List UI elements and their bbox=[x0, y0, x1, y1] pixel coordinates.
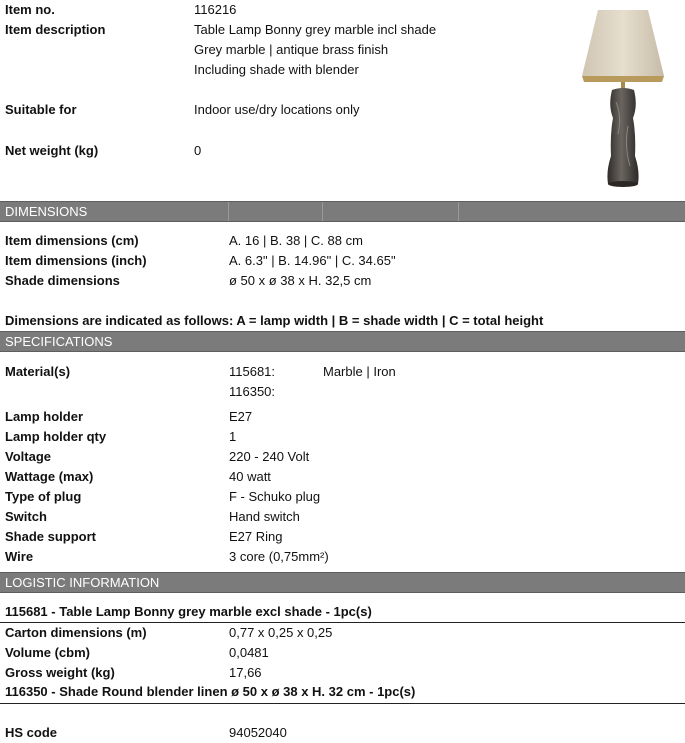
spec-row bbox=[0, 447, 685, 467]
item-description-line-1: Table Lamp Bonny grey marble incl shade bbox=[194, 22, 437, 37]
logistic-part1-row bbox=[0, 602, 685, 622]
dimension-value: A. 6.3" | B. 14.96" | C. 34.65" bbox=[229, 253, 396, 268]
spec-label: Lamp holder bbox=[5, 409, 84, 424]
dimensions-header-text: DIMENSIONS bbox=[5, 204, 88, 219]
spec-label: Wattage (max) bbox=[5, 469, 94, 484]
logistic-header-text: LOGISTIC INFORMATION bbox=[5, 575, 160, 590]
spec-row bbox=[0, 507, 685, 527]
logistic-label: Volume (cbm) bbox=[5, 645, 90, 660]
hs-code-row bbox=[0, 723, 685, 743]
divider bbox=[0, 703, 685, 704]
suitable-for-label: Suitable for bbox=[5, 102, 77, 117]
spec-row bbox=[0, 407, 685, 427]
spec-label: Wire bbox=[5, 549, 34, 564]
logistic-label: Gross weight (kg) bbox=[5, 665, 115, 680]
dimension-label: Item dimensions (inch) bbox=[5, 253, 147, 268]
hs-code-label: HS code bbox=[5, 725, 58, 740]
logistic-row bbox=[0, 623, 685, 643]
spec-row bbox=[0, 527, 685, 547]
item-description-line-3: Including shade with blender bbox=[194, 62, 359, 77]
spec-value: 3 core (0,75mm²) bbox=[229, 549, 329, 564]
spec-value: F - Schuko plug bbox=[229, 489, 321, 504]
material-value: Marble | Iron bbox=[323, 364, 396, 379]
material-code: 115681: bbox=[229, 364, 276, 379]
item-no-label: Item no. bbox=[5, 2, 55, 17]
dimensions-note-row bbox=[0, 311, 685, 331]
dimension-row bbox=[0, 231, 685, 251]
logistic-part1-title: 115681 - Table Lamp Bonny grey marble excl shade - 1pc(s) bbox=[5, 604, 372, 619]
spec-value: E27 Ring bbox=[229, 529, 283, 544]
spec-label: Voltage bbox=[5, 449, 51, 464]
spec-value: E27 bbox=[229, 409, 253, 424]
material-code: 116350: bbox=[229, 384, 276, 399]
spec-value: 40 watt bbox=[229, 469, 271, 484]
dimension-value: A. 16 | B. 38 | C. 88 cm bbox=[229, 233, 363, 248]
dimension-label: Item dimensions (cm) bbox=[5, 233, 139, 248]
logistic-value: 0,0481 bbox=[229, 645, 269, 660]
logistic-label: Carton dimensions (m) bbox=[5, 625, 147, 640]
logistic-row bbox=[0, 663, 685, 683]
item-no-value: 116216 bbox=[194, 2, 237, 17]
spec-value: 1 bbox=[229, 429, 237, 444]
spec-label: Lamp holder qty bbox=[5, 429, 107, 444]
spec-label: Type of plug bbox=[5, 489, 82, 504]
specifications-section-header bbox=[0, 331, 685, 352]
logistic-value: 0,77 x 0,25 x 0,25 bbox=[229, 625, 333, 640]
spec-row bbox=[0, 427, 685, 447]
logistic-section-header bbox=[0, 572, 685, 593]
logistic-part2-row bbox=[0, 682, 685, 702]
spec-row bbox=[0, 487, 685, 507]
item-description-line-2: Grey marble | antique brass finish bbox=[194, 42, 389, 57]
net-weight-value: 0 bbox=[194, 143, 202, 158]
spec-label: Switch bbox=[5, 509, 47, 524]
dimensions-section-header bbox=[0, 201, 685, 222]
hs-code-value: 94052040 bbox=[229, 725, 287, 740]
spec-label: Shade support bbox=[5, 529, 97, 544]
item-description-label: Item description bbox=[5, 22, 106, 37]
logistic-value: 17,66 bbox=[229, 665, 262, 680]
product-lamp-image bbox=[578, 6, 668, 190]
materials-label: Material(s) bbox=[5, 364, 71, 379]
net-weight-label: Net weight (kg) bbox=[5, 143, 99, 158]
spec-row bbox=[0, 547, 685, 567]
materials-row-2 bbox=[0, 382, 685, 402]
materials-row bbox=[0, 362, 685, 382]
dimension-row bbox=[0, 271, 685, 291]
suitable-for-value: Indoor use/dry locations only bbox=[194, 102, 360, 117]
spec-value: Hand switch bbox=[229, 509, 300, 524]
spec-value: 220 - 240 Volt bbox=[229, 449, 310, 464]
spec-row bbox=[0, 467, 685, 487]
specifications-header-text: SPECIFICATIONS bbox=[5, 334, 113, 349]
dimension-value: ø 50 x ø 38 x H. 32,5 cm bbox=[229, 273, 372, 288]
dimension-row bbox=[0, 251, 685, 271]
dimension-label: Shade dimensions bbox=[5, 273, 120, 288]
logistic-part2-title: 116350 - Shade Round blender linen ø 50 x ø 38 x H. 32 cm - 1pc(s) bbox=[5, 684, 416, 699]
dimensions-note: Dimensions are indicated as follows: A = lamp width | B = shade width | C = total height bbox=[5, 313, 544, 328]
logistic-row bbox=[0, 643, 685, 663]
